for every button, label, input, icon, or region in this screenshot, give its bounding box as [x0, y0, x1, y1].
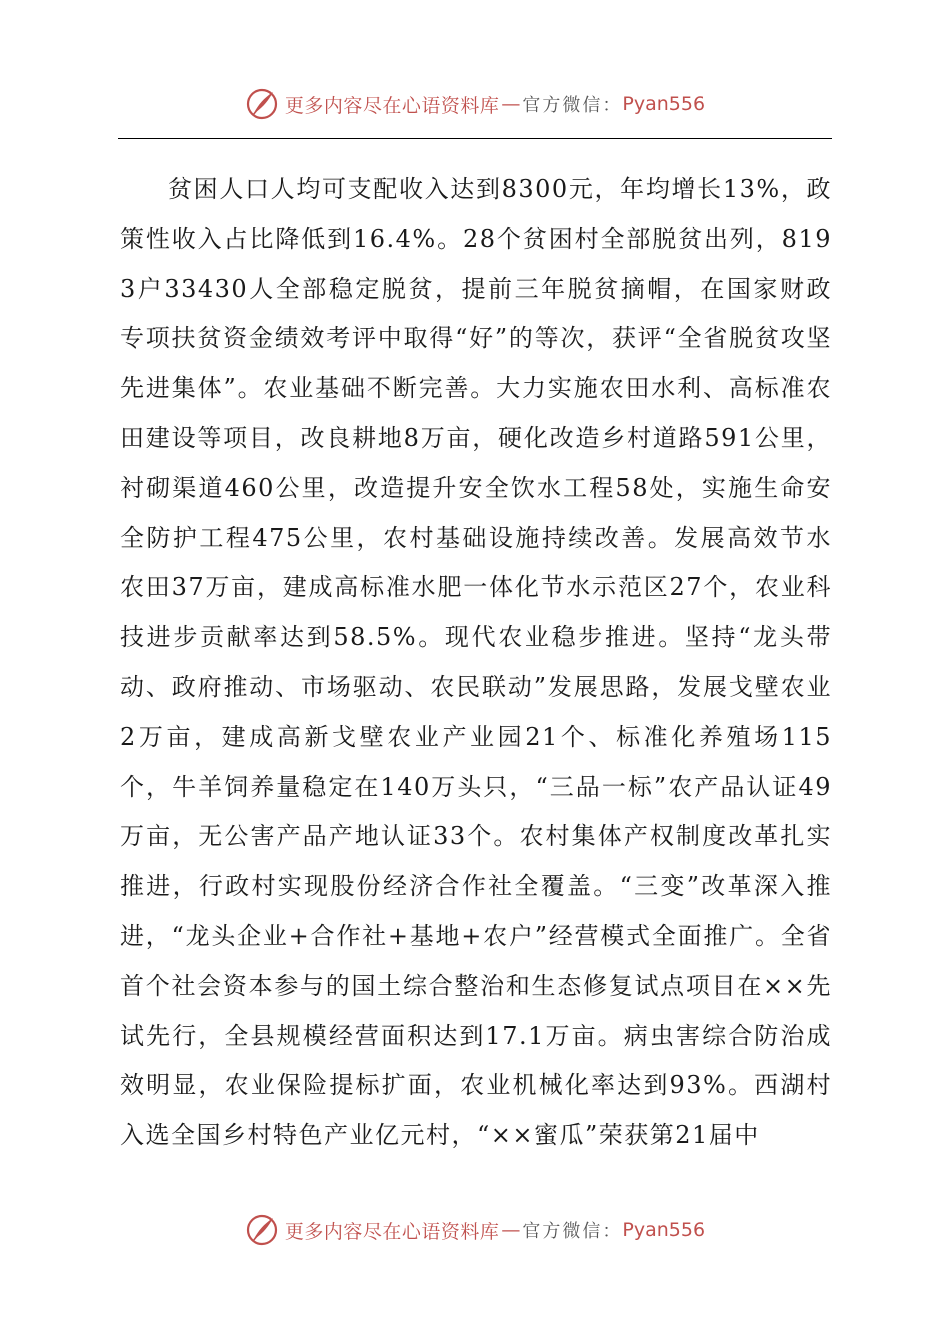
quill-logo-icon	[245, 1213, 279, 1247]
banner-wechat-label: 官方微信：	[522, 1221, 623, 1242]
banner-separator: —	[501, 1219, 521, 1241]
banner-wechat-label: 官方微信：	[522, 95, 623, 116]
banner-main-text: 更多内容尽在心语资料库	[284, 94, 500, 117]
header-divider	[118, 138, 832, 139]
header-banner	[0, 84, 950, 124]
quill-logo-icon	[245, 87, 279, 121]
banner-main-text: 更多内容尽在心语资料库	[284, 1220, 500, 1243]
footer-banner	[0, 1210, 950, 1250]
banner-separator: —	[501, 93, 521, 115]
banner-wechat-handle: Pyan556	[622, 1219, 706, 1241]
banner-wechat-handle: Pyan556	[622, 93, 706, 115]
body-paragraph: 贫困人口人均可支配收入达到8300元，年均增长13%，政策性收入占比降低到16.4%。28个贫困村全部脱贫出列，8193户33430人全部稳定脱贫，提前三年脱贫摘帽，在国家财政专项扶贫资金绩效考评中取得“好”的等次，获评“全省脱贫攻坚先进集体”。农业基础不断完善。大力实施农田水利、高标准农田建设等项目，改良耕地8万亩，硬化改造乡村道路591公里，衬砌渠道460公里，改造提升安全饮水工程58处，实施生命安全防护工程475公里，农村基础设施持续改善。发展高效节水农田37万亩，建成高标准水肥一体化节水示范区27个，农业科技进步贡献率达到58.5%。现代农业稳步推进。坚持“龙头带动、政府推动、市场驱动、农民联动”发展思路，发展戈壁农业2万亩，建成高新戈壁农业产业园21个、标准化养殖场115个，牛羊饲养量稳定在140万头只，“三品一标”农产品认证49万亩，无公害产品产地认证33个。农村集体产权制度改革扎实推进，行政村实现股份经济合作社全覆盖。“三变”改革深入推进，“龙头企业+合作社+基地+农户”经营模式全面推广。全省首个社会资本参与的国土综合整治和生态修复试点项目在××先试先行，全县规模经营面积达到17.1万亩。病虫害综合防治成效明显，农业保险提标扩面，农业机械化率达到93%。西湖村入选全国乡村特色产业亿元村，“××蜜瓜”荣获第21届中	[120, 175, 832, 1150]
